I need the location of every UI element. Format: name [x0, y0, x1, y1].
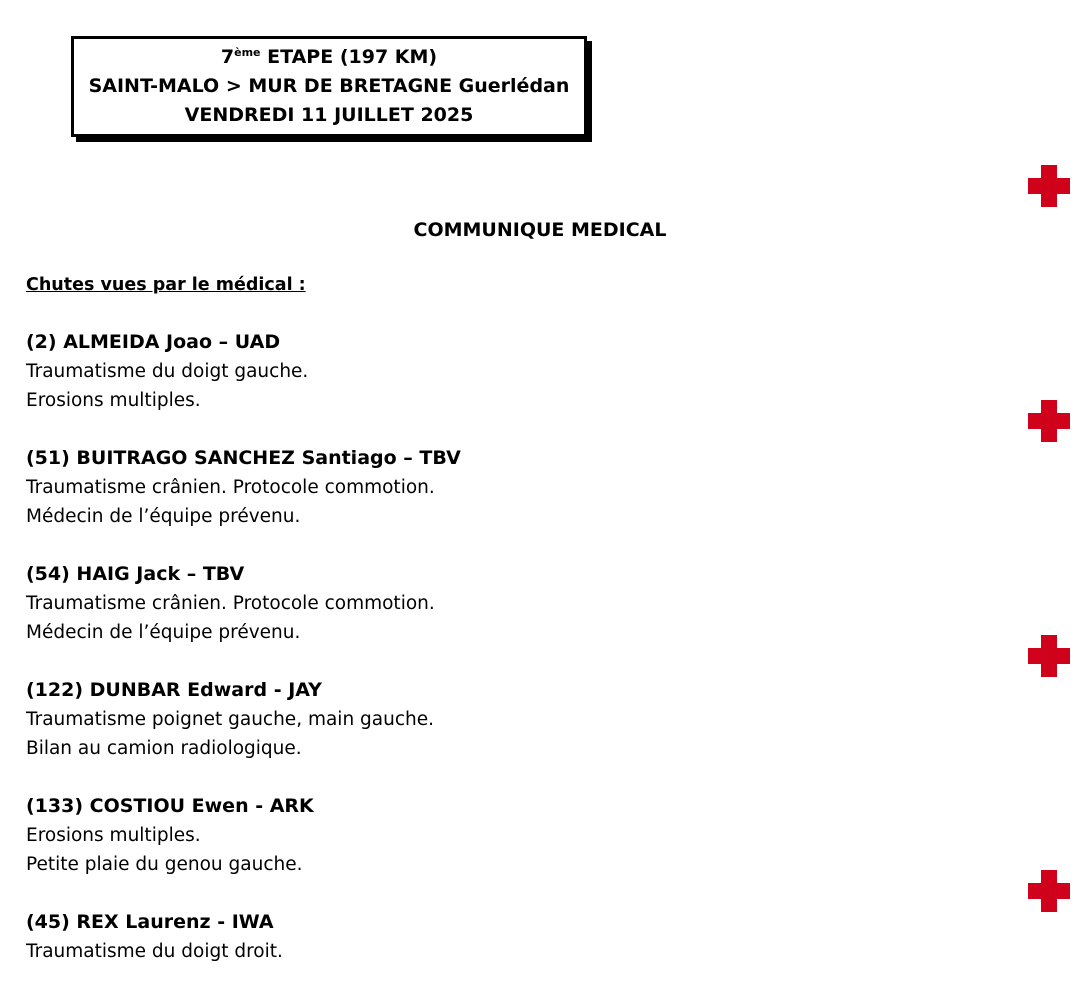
injury-detail: Traumatisme du doigt droit. — [26, 941, 283, 962]
red-cross-icon — [1028, 635, 1070, 677]
injury-detail: Médecin de l’équipe prévenu. — [26, 506, 301, 527]
injury-detail: Traumatisme poignet gauche, main gauche. — [26, 709, 435, 730]
section-heading: Chutes vues par le médical : — [26, 275, 306, 295]
injury-detail: Traumatisme crânien. Protocole commotion. — [26, 477, 435, 498]
crash-entry — [26, 676, 986, 763]
stage-line — [74, 43, 584, 72]
injury-detail: Traumatisme du doigt gauche. — [26, 361, 309, 382]
stage-header-box — [71, 36, 587, 137]
crash-entry — [26, 560, 986, 647]
rider-name: (2) ALMEIDA Joao – UAD — [26, 331, 281, 353]
injury-detail: Erosions multiples. — [26, 825, 201, 846]
red-cross-icon — [1028, 400, 1070, 442]
red-cross-icon — [1028, 870, 1070, 912]
injury-detail: Petite plaie du genou gauche. — [26, 854, 303, 875]
stage-suffix: ème — [234, 46, 261, 59]
injury-detail: Bilan au camion radiologique. — [26, 738, 302, 759]
injury-detail: Médecin de l’équipe prévenu. — [26, 622, 301, 643]
crash-entry — [26, 908, 986, 966]
crash-entry — [26, 792, 986, 879]
stage-distance: ETAPE (197 KM) — [260, 46, 438, 68]
red-cross-icon — [1028, 165, 1070, 207]
document-title: COMMUNIQUE MEDICAL — [413, 219, 667, 241]
crash-entry — [26, 444, 986, 531]
crash-entry — [26, 328, 986, 415]
rider-name: (51) BUITRAGO SANCHEZ Santiago – TBV — [26, 447, 461, 469]
rider-name: (133) COSTIOU Ewen - ARK — [26, 795, 314, 817]
rider-name: (122) DUNBAR Edward - JAY — [26, 679, 322, 701]
stage-route: SAINT-MALO > MUR DE BRETAGNE Guerlédan — [88, 75, 570, 97]
rider-name: (54) HAIG Jack – TBV — [26, 563, 245, 585]
injury-detail: Erosions multiples. — [26, 390, 201, 411]
injury-detail: Traumatisme crânien. Protocole commotion. — [26, 593, 435, 614]
stage-number: 7 — [220, 46, 235, 68]
rider-name: (45) REX Laurenz - IWA — [26, 911, 274, 933]
stage-date: VENDREDI 11 JUILLET 2025 — [184, 104, 474, 126]
crash-list — [26, 328, 986, 995]
